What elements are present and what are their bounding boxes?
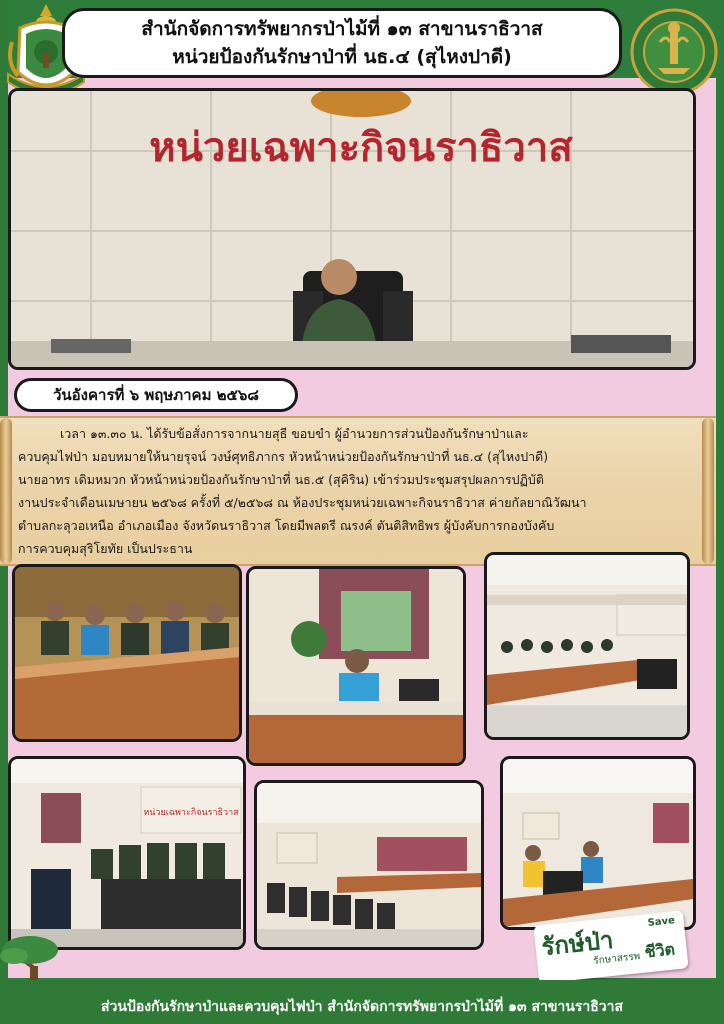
meeting-photo-3	[484, 552, 690, 740]
meeting-photo-1	[12, 564, 242, 742]
article-line: งานประจำเดือนเมษายน ๒๕๖๘ ครั้งที่ ๕/๒๕๖๘ ณ ห้องประชุมหน่วยเฉพาะกิจนราธิวาส ค่ายกัลยาณิวัฒนา	[18, 495, 587, 510]
title-line-2: หน่วยป้องกันรักษาป่าที่ นธ.๔ (สุไหงปาดี)	[172, 46, 512, 68]
scroll-roll-left	[0, 418, 12, 564]
photo-sign-text: หน่วยเฉพาะกิจนราธิวาส	[143, 808, 239, 818]
article-line: ควบคุมไฟป่า มอบหมายให้นายรุจน์ วงษ์ศุทธิภากร หัวหน้าหน่วยป้องกันรักษาป่าที่ นธ.๔ (สุไหงปาดี)	[18, 449, 549, 464]
meeting-photo-6	[500, 756, 696, 930]
article-line: การควบคุมสุริโยทัย เป็นประธาน	[18, 541, 193, 556]
article-text	[18, 422, 706, 562]
campaign-main-text: รักษ์ป่า	[540, 925, 615, 962]
meeting-photo-5	[254, 780, 484, 950]
royal-forest-department-seal-icon	[630, 8, 718, 96]
campaign-sub-text: รักษาสรรพ	[592, 951, 641, 967]
article-line: นายอาทร เดิมหมวก หัวหน้าหน่วยป้องกันรักษาป่าที่ นธ.๕ (สุคิริน) เข้าร่วมประชุมสรุปผลการปฏิบัติ	[18, 472, 544, 487]
title-line-1: สำนักจัดการทรัพยากรป่าไม้ที่ ๑๓ สาขานราธิวาส	[141, 18, 543, 40]
page-title	[62, 8, 622, 78]
wall-sign-text: หน่วยเฉพาะกิจนราธิวาส	[149, 124, 573, 171]
main-meeting-photo	[8, 88, 696, 370]
footer-text: ส่วนป้องกันรักษาป่าและควบคุมไฟป่า สำนักจัดการทรัพยากรป่าไม้ที่ ๑๓ สาขานราธิวาส	[100, 999, 624, 1015]
article-line: ตำบลกะลุวอเหนือ อำเภอเมือง จังหวัดนราธิวาส โดยมีพลตรี ณรงค์ ตันติสิทธิพร ผู้บังคับการกองบังคับ	[18, 518, 555, 533]
campaign-save-text: Save	[647, 915, 676, 930]
date-badge	[14, 378, 298, 412]
meeting-photo-2	[246, 566, 466, 766]
article-line: เวลา ๑๓.๓๐ น. ได้รับข้อสั่งการจากนายสุธี ขอบขำ ผู้อำนวยการส่วนป้องกันรักษาป่าและ	[60, 426, 529, 441]
date-label: วันอังคารที่ ๖ พฤษภาคม ๒๕๖๘	[52, 386, 260, 404]
campaign-life-text: ชีวิต	[643, 939, 676, 962]
meeting-photo-4	[8, 756, 246, 950]
